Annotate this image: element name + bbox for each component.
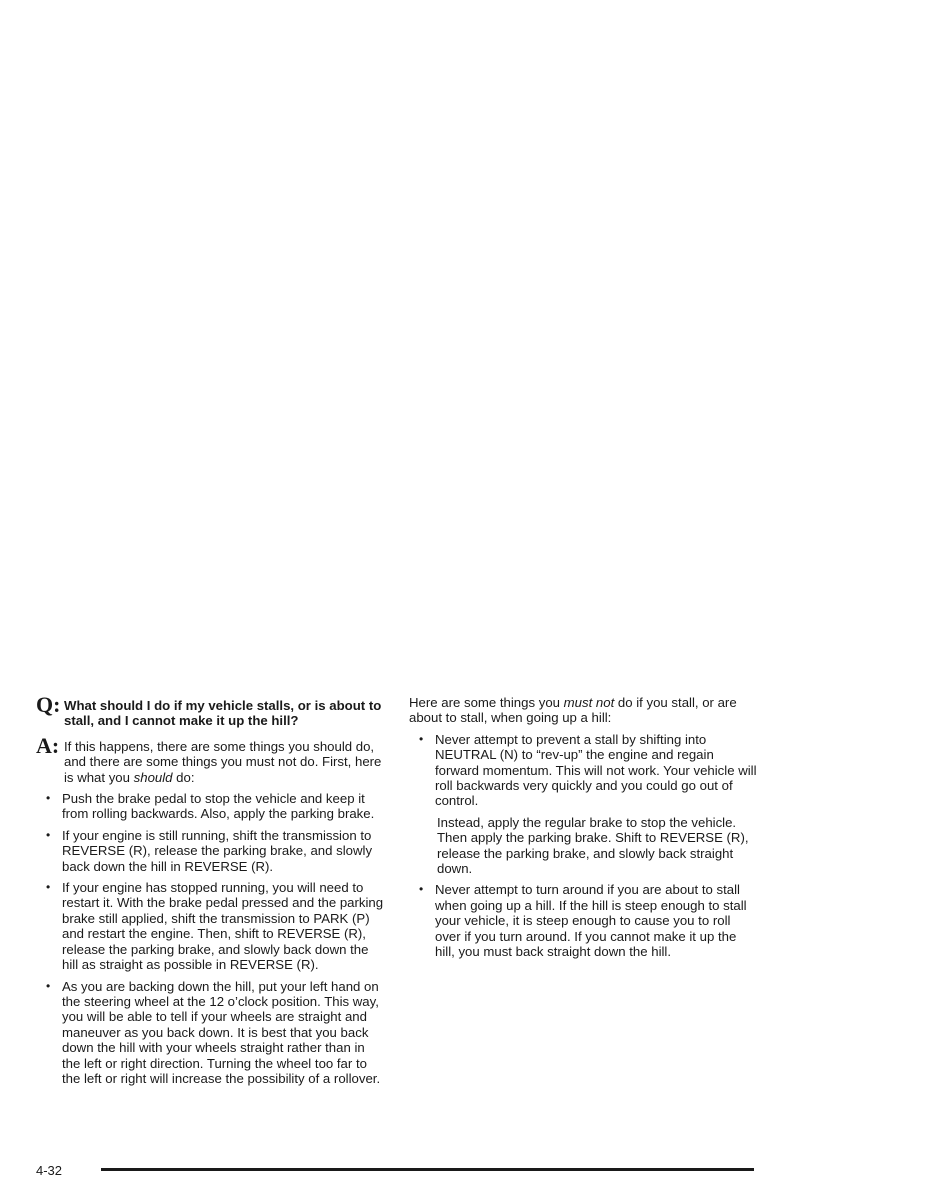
list-item: • If your engine has stopped running, you will need to restart it. With the brake pedal pressed and the parking brake still applied, shift the transmission to PARK (P) and restart the engine. Then, shift to REVERSE (R), release the parking brake, and slowly back down the hill as straight as possible in REVERSE (R). xyxy=(46,880,384,973)
question-text: What should I do if my vehicle stalls, or is about to stall, and I cannot make it up the hill? xyxy=(64,698,382,729)
must-not-list xyxy=(409,732,759,809)
question-label: Q: xyxy=(36,692,61,717)
bullet-icon: • xyxy=(46,791,51,806)
answer-text: If this happens, there are some things you should do, and there are some things you must not do. First, here is what you should do: xyxy=(64,738,382,785)
bullet-icon: • xyxy=(419,731,424,746)
should-do-list xyxy=(36,791,386,1086)
right-column xyxy=(409,695,759,960)
must-not-list-2 xyxy=(409,882,759,959)
list-item: • Never attempt to turn around if you are about to stall when going up a hill. If the hill is steep enough to stall your vehicle, it is steep enough to cause you to roll over if you turn around. If you cannot make it up the hill, you must back straight down the hill. xyxy=(419,882,747,960)
bullet-icon: • xyxy=(46,880,51,895)
question-block xyxy=(36,692,386,729)
list-item: • Never attempt to prevent a stall by shifting into NEUTRAL (N) to “rev-up” the engine and regain forward momentum. This will not work. Your vehicle will roll backwards very quickly and you could go out of control. xyxy=(419,731,757,809)
footer-rule xyxy=(101,1168,754,1171)
answer-label: A: xyxy=(36,732,60,758)
left-column xyxy=(36,692,386,1086)
bullet-icon: • xyxy=(419,882,424,897)
answer-block xyxy=(36,732,386,785)
bullet-icon: • xyxy=(46,978,51,993)
must-not-intro: Here are some things you must not do if you stall, or are about to stall, when going up a hill: xyxy=(409,695,737,726)
list-item: • If your engine is still running, shift the transmission to REVERSE (R), release the parking brake, and slowly back down the hill in REVERSE (R). xyxy=(46,827,373,874)
bullet-icon: • xyxy=(46,827,51,842)
instead-paragraph: Instead, apply the regular brake to stop the vehicle. Then apply the parking brake. Shift to REVERSE (R), release the parking brake, and slowly back straight down. xyxy=(437,814,749,877)
page-number: 4-32 xyxy=(36,1163,63,1178)
list-item: • Push the brake pedal to stop the vehicle and keep it from rolling backwards. Also, apply the parking brake. xyxy=(46,791,375,822)
list-item: • As you are backing down the hill, put your left hand on the steering wheel at the 12 o’clock position. This way, you will be able to tell if your wheels are straight and maneuver as you back down. It is best that you back down the hill with your wheels straight rather than in the left or right direction. Turning the wheel too far to the left or right will increase the possibility of a rollover. xyxy=(46,978,381,1086)
